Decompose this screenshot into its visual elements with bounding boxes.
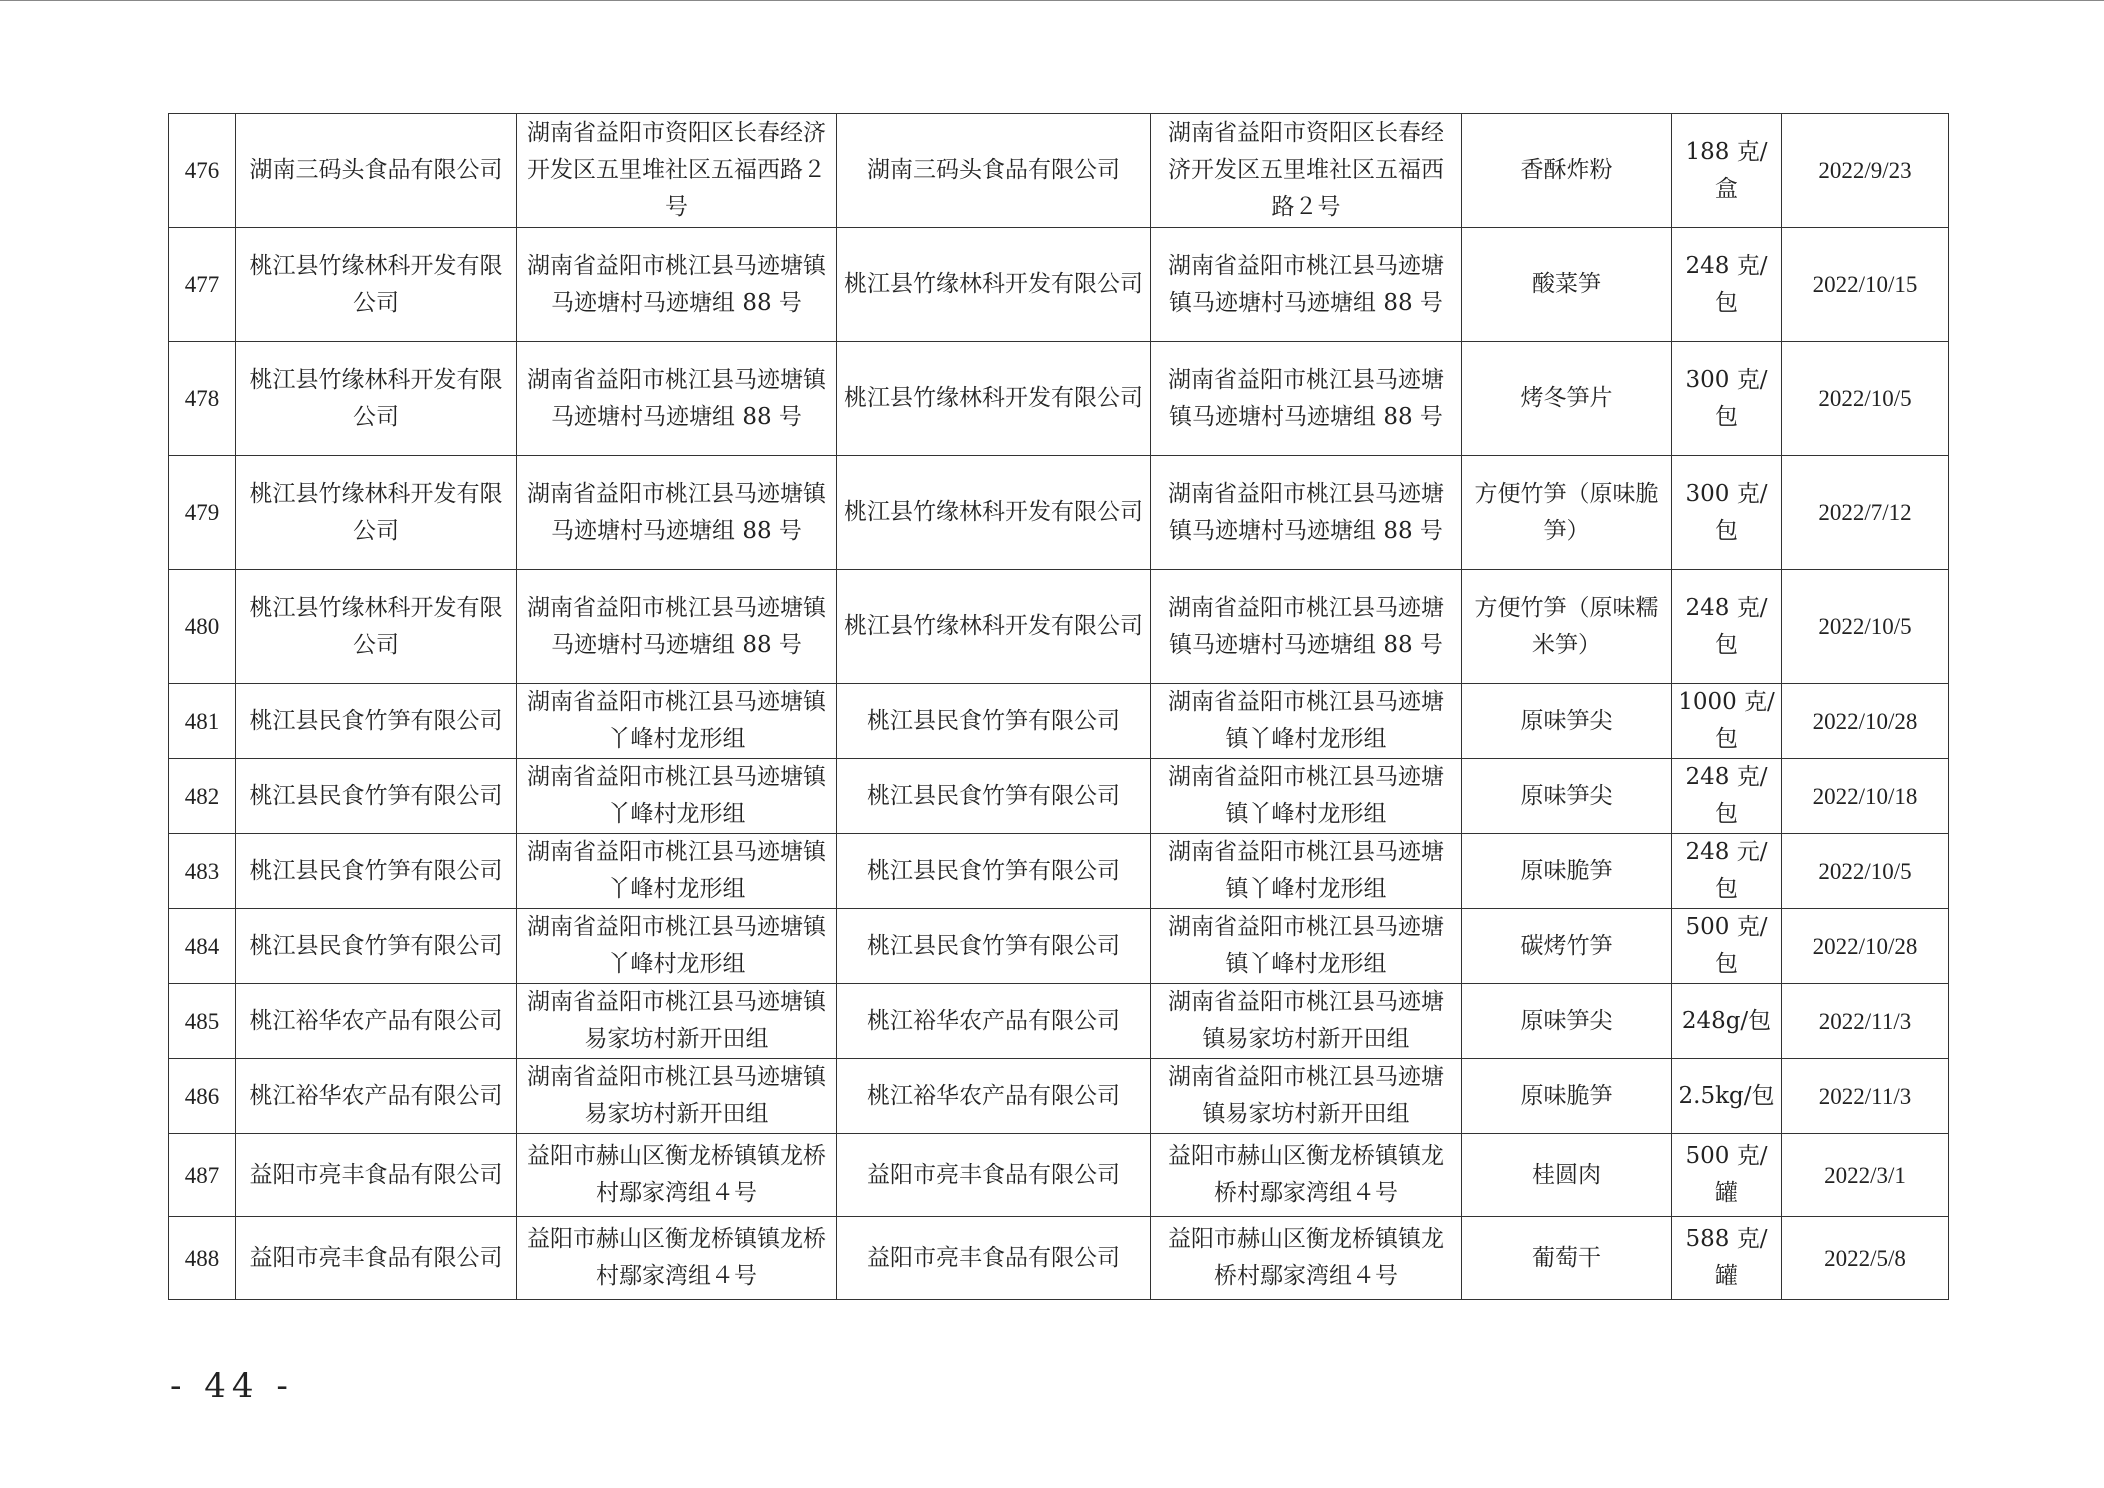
product-spec: 2.5kg/包 (1672, 1059, 1782, 1134)
seller-address: 湖南省益阳市桃江县马迹塘镇易家坊村新开田组 (1151, 984, 1462, 1059)
seller-address: 益阳市赫山区衡龙桥镇镇龙桥村鄢家湾组４号 (1151, 1217, 1462, 1300)
table-row (169, 984, 1949, 1059)
seller-address: 湖南省益阳市桃江县马迹塘镇易家坊村新开田组 (1151, 1059, 1462, 1134)
table-row (169, 759, 1949, 834)
table-row (169, 834, 1949, 909)
product-name: 方便竹笋（原味糯米笋） (1462, 570, 1672, 684)
table-row (169, 1217, 1949, 1300)
seller-address: 湖南省益阳市桃江县马迹塘镇马迹塘村马迹塘组 88 号 (1151, 456, 1462, 570)
seller-address: 湖南省益阳市桃江县马迹塘镇马迹塘村马迹塘组 88 号 (1151, 342, 1462, 456)
row-number: 486 (169, 1059, 236, 1134)
seller-name: 桃江裕华农产品有限公司 (837, 1059, 1151, 1134)
product-name: 原味脆笋 (1462, 1059, 1672, 1134)
producer-address: 湖南省益阳市桃江县马迹塘镇易家坊村新开田组 (517, 984, 837, 1059)
row-number: 487 (169, 1134, 236, 1217)
producer-address: 湖南省益阳市资阳区长春经济开发区五里堆社区五福西路２号 (517, 114, 837, 228)
table-row (169, 684, 1949, 759)
production-date: 2022/10/28 (1782, 684, 1949, 759)
producer-name: 益阳市亮丰食品有限公司 (236, 1217, 517, 1300)
row-number: 480 (169, 570, 236, 684)
seller-address: 益阳市赫山区衡龙桥镇镇龙桥村鄢家湾组４号 (1151, 1134, 1462, 1217)
row-number: 477 (169, 228, 236, 342)
seller-name: 桃江县竹缘林科开发有限公司 (837, 342, 1151, 456)
product-spec: 588 克/罐 (1672, 1217, 1782, 1300)
producer-name: 桃江县民食竹笋有限公司 (236, 684, 517, 759)
page-number: - 44 - (170, 1366, 294, 1406)
row-number: 476 (169, 114, 236, 228)
production-date: 2022/10/5 (1782, 834, 1949, 909)
product-name: 碳烤竹笋 (1462, 909, 1672, 984)
page-top-border (0, 0, 2104, 1)
producer-name: 桃江裕华农产品有限公司 (236, 984, 517, 1059)
producer-address: 湖南省益阳市桃江县马迹塘镇马迹塘村马迹塘组 88 号 (517, 342, 837, 456)
product-spec: 248 克/包 (1672, 228, 1782, 342)
product-spec: 248 元/包 (1672, 834, 1782, 909)
product-spec: 248 克/包 (1672, 570, 1782, 684)
seller-address: 湖南省益阳市桃江县马迹塘镇丫峰村龙形组 (1151, 684, 1462, 759)
seller-name: 桃江县民食竹笋有限公司 (837, 834, 1151, 909)
producer-name: 桃江县竹缘林科开发有限公司 (236, 456, 517, 570)
seller-address: 湖南省益阳市桃江县马迹塘镇丫峰村龙形组 (1151, 834, 1462, 909)
production-date: 2022/11/3 (1782, 984, 1949, 1059)
product-name: 酸菜笋 (1462, 228, 1672, 342)
product-spec: 248g/包 (1672, 984, 1782, 1059)
seller-address: 湖南省益阳市桃江县马迹塘镇马迹塘村马迹塘组 88 号 (1151, 228, 1462, 342)
producer-name: 桃江县民食竹笋有限公司 (236, 909, 517, 984)
product-name: 原味笋尖 (1462, 684, 1672, 759)
product-name: 原味笋尖 (1462, 984, 1672, 1059)
producer-address: 湖南省益阳市桃江县马迹塘镇马迹塘村马迹塘组 88 号 (517, 570, 837, 684)
seller-name: 湖南三码头食品有限公司 (837, 114, 1151, 228)
seller-name: 桃江县民食竹笋有限公司 (837, 684, 1151, 759)
seller-name: 桃江县竹缘林科开发有限公司 (837, 456, 1151, 570)
seller-name: 桃江裕华农产品有限公司 (837, 984, 1151, 1059)
production-date: 2022/7/12 (1782, 456, 1949, 570)
row-number: 484 (169, 909, 236, 984)
producer-address: 益阳市赫山区衡龙桥镇镇龙桥村鄢家湾组４号 (517, 1217, 837, 1300)
producer-name: 桃江裕华农产品有限公司 (236, 1059, 517, 1134)
producer-name: 益阳市亮丰食品有限公司 (236, 1134, 517, 1217)
product-name: 原味脆笋 (1462, 834, 1672, 909)
product-spec: 500 克/包 (1672, 909, 1782, 984)
row-number: 479 (169, 456, 236, 570)
records-table (168, 113, 1949, 1300)
table-row (169, 456, 1949, 570)
producer-name: 桃江县竹缘林科开发有限公司 (236, 228, 517, 342)
producer-name: 桃江县民食竹笋有限公司 (236, 834, 517, 909)
producer-address: 湖南省益阳市桃江县马迹塘镇马迹塘村马迹塘组 88 号 (517, 456, 837, 570)
product-name: 原味笋尖 (1462, 759, 1672, 834)
production-date: 2022/3/1 (1782, 1134, 1949, 1217)
product-spec: 500 克/罐 (1672, 1134, 1782, 1217)
seller-name: 益阳市亮丰食品有限公司 (837, 1134, 1151, 1217)
producer-address: 湖南省益阳市桃江县马迹塘镇丫峰村龙形组 (517, 759, 837, 834)
seller-name: 桃江县民食竹笋有限公司 (837, 909, 1151, 984)
seller-address: 湖南省益阳市桃江县马迹塘镇丫峰村龙形组 (1151, 909, 1462, 984)
product-name: 香酥炸粉 (1462, 114, 1672, 228)
production-date: 2022/10/28 (1782, 909, 1949, 984)
producer-address: 湖南省益阳市桃江县马迹塘镇易家坊村新开田组 (517, 1059, 837, 1134)
seller-name: 益阳市亮丰食品有限公司 (837, 1217, 1151, 1300)
seller-address: 湖南省益阳市桃江县马迹塘镇马迹塘村马迹塘组 88 号 (1151, 570, 1462, 684)
producer-name: 湖南三码头食品有限公司 (236, 114, 517, 228)
seller-name: 桃江县竹缘林科开发有限公司 (837, 570, 1151, 684)
producer-name: 桃江县民食竹笋有限公司 (236, 759, 517, 834)
production-date: 2022/9/23 (1782, 114, 1949, 228)
product-name: 烤冬笋片 (1462, 342, 1672, 456)
production-date: 2022/10/5 (1782, 342, 1949, 456)
product-spec: 300 克/包 (1672, 342, 1782, 456)
production-date: 2022/5/8 (1782, 1217, 1949, 1300)
table-row (169, 1059, 1949, 1134)
product-name: 葡萄干 (1462, 1217, 1672, 1300)
table-row (169, 909, 1949, 984)
seller-address: 湖南省益阳市资阳区长春经济开发区五里堆社区五福西路２号 (1151, 114, 1462, 228)
producer-address: 湖南省益阳市桃江县马迹塘镇丫峰村龙形组 (517, 834, 837, 909)
production-date: 2022/10/5 (1782, 570, 1949, 684)
producer-name: 桃江县竹缘林科开发有限公司 (236, 570, 517, 684)
product-spec: 300 克/包 (1672, 456, 1782, 570)
row-number: 478 (169, 342, 236, 456)
table-row (169, 342, 1949, 456)
seller-name: 桃江县竹缘林科开发有限公司 (837, 228, 1151, 342)
row-number: 482 (169, 759, 236, 834)
table-row (169, 1134, 1949, 1217)
production-date: 2022/10/15 (1782, 228, 1949, 342)
product-spec: 1000 克/包 (1672, 684, 1782, 759)
row-number: 483 (169, 834, 236, 909)
product-spec: 188 克/盒 (1672, 114, 1782, 228)
row-number: 485 (169, 984, 236, 1059)
producer-address: 湖南省益阳市桃江县马迹塘镇丫峰村龙形组 (517, 684, 837, 759)
producer-name: 桃江县竹缘林科开发有限公司 (236, 342, 517, 456)
producer-address: 湖南省益阳市桃江县马迹塘镇丫峰村龙形组 (517, 909, 837, 984)
producer-address: 益阳市赫山区衡龙桥镇镇龙桥村鄢家湾组４号 (517, 1134, 837, 1217)
table-row (169, 228, 1949, 342)
table-row (169, 570, 1949, 684)
row-number: 488 (169, 1217, 236, 1300)
product-spec: 248 克/包 (1672, 759, 1782, 834)
production-date: 2022/10/18 (1782, 759, 1949, 834)
table-row (169, 114, 1949, 228)
row-number: 481 (169, 684, 236, 759)
seller-name: 桃江县民食竹笋有限公司 (837, 759, 1151, 834)
product-name: 桂圆肉 (1462, 1134, 1672, 1217)
production-date: 2022/11/3 (1782, 1059, 1949, 1134)
producer-address: 湖南省益阳市桃江县马迹塘镇马迹塘村马迹塘组 88 号 (517, 228, 837, 342)
seller-address: 湖南省益阳市桃江县马迹塘镇丫峰村龙形组 (1151, 759, 1462, 834)
product-name: 方便竹笋（原味脆笋） (1462, 456, 1672, 570)
